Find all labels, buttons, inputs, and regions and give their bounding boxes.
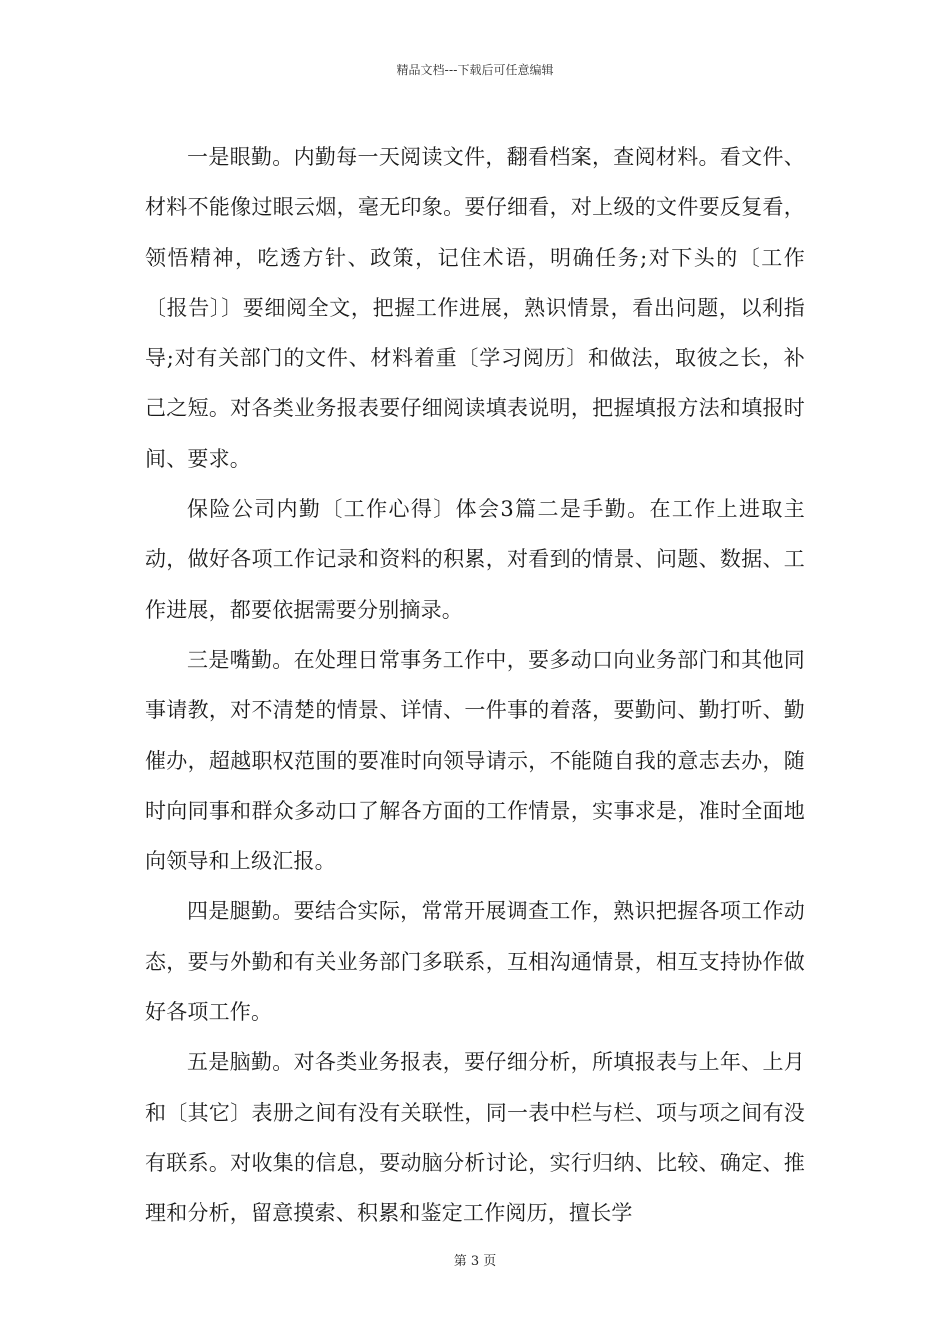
paragraph-hand-diligence: 保险公司内勤〔工作心得〕体会3篇二是手勤。在工作上进取主动，做好各项工作记录和资料的积累，对看到的情景、问题、数据、工作进展，都要依据需要分别摘录。 — [145, 497, 805, 622]
page-number: 第 3 页 — [453, 1254, 497, 1269]
page-header: 精品文档---下载后可任意编辑 — [396, 63, 554, 77]
paragraph-mouth-diligence: 三是嘴勤。在处理日常事务工作中，要多动口向业务部门和其他同事请教，对不清楚的情景、详情、一件事的着落，要勤问、勤打听、勤催办，超越职权范围的要准时向领导请示，不能随自我的意志去办，随时向同事和群众多动口了解各方面的工作情景，实事求是，准时全面地向领导和上级汇报。 — [145, 647, 805, 874]
document-body — [145, 132, 805, 1239]
paragraph-leg-diligence: 四是腿勤。要结合实际，常常开展调查工作，熟识把握各项工作动态，要与外勤和有关业务部门多联系，互相沟通情景，相互支持协作做好各项工作。 — [145, 899, 805, 1025]
paragraph-brain-diligence: 五是脑勤。对各类业务报表，要仔细分析，所填报表与上年、上月和〔其它〕表册之间有没有关联性，同一表中栏与栏、项与项之间有没有联系。对收集的信息，要动脑分析讨论，实行归纳、比较、确定、推理和分析，留意摸索、积累和鉴定工作阅历，擅长学 — [145, 1050, 805, 1226]
paragraph-eye-diligence: 一是眼勤。内勤每一天阅读文件，翻看档案，查阅材料。看文件、材料不能像过眼云烟，毫无印象。要仔细看，对上级的文件要反复看，领悟精神，吃透方针、政策，记住术语，明确任务;对下头的〔工作〔报告〕〕要细阅全文，把握工作进展，熟识情景，看出问题，以利指导;对有关部门的文件、材料着重〔学习阅历〕和做法，取彼之长，补己之短。对各类业务报表要仔细阅读填表说明，把握填报方法和填报时间、要求。 — [145, 145, 805, 471]
